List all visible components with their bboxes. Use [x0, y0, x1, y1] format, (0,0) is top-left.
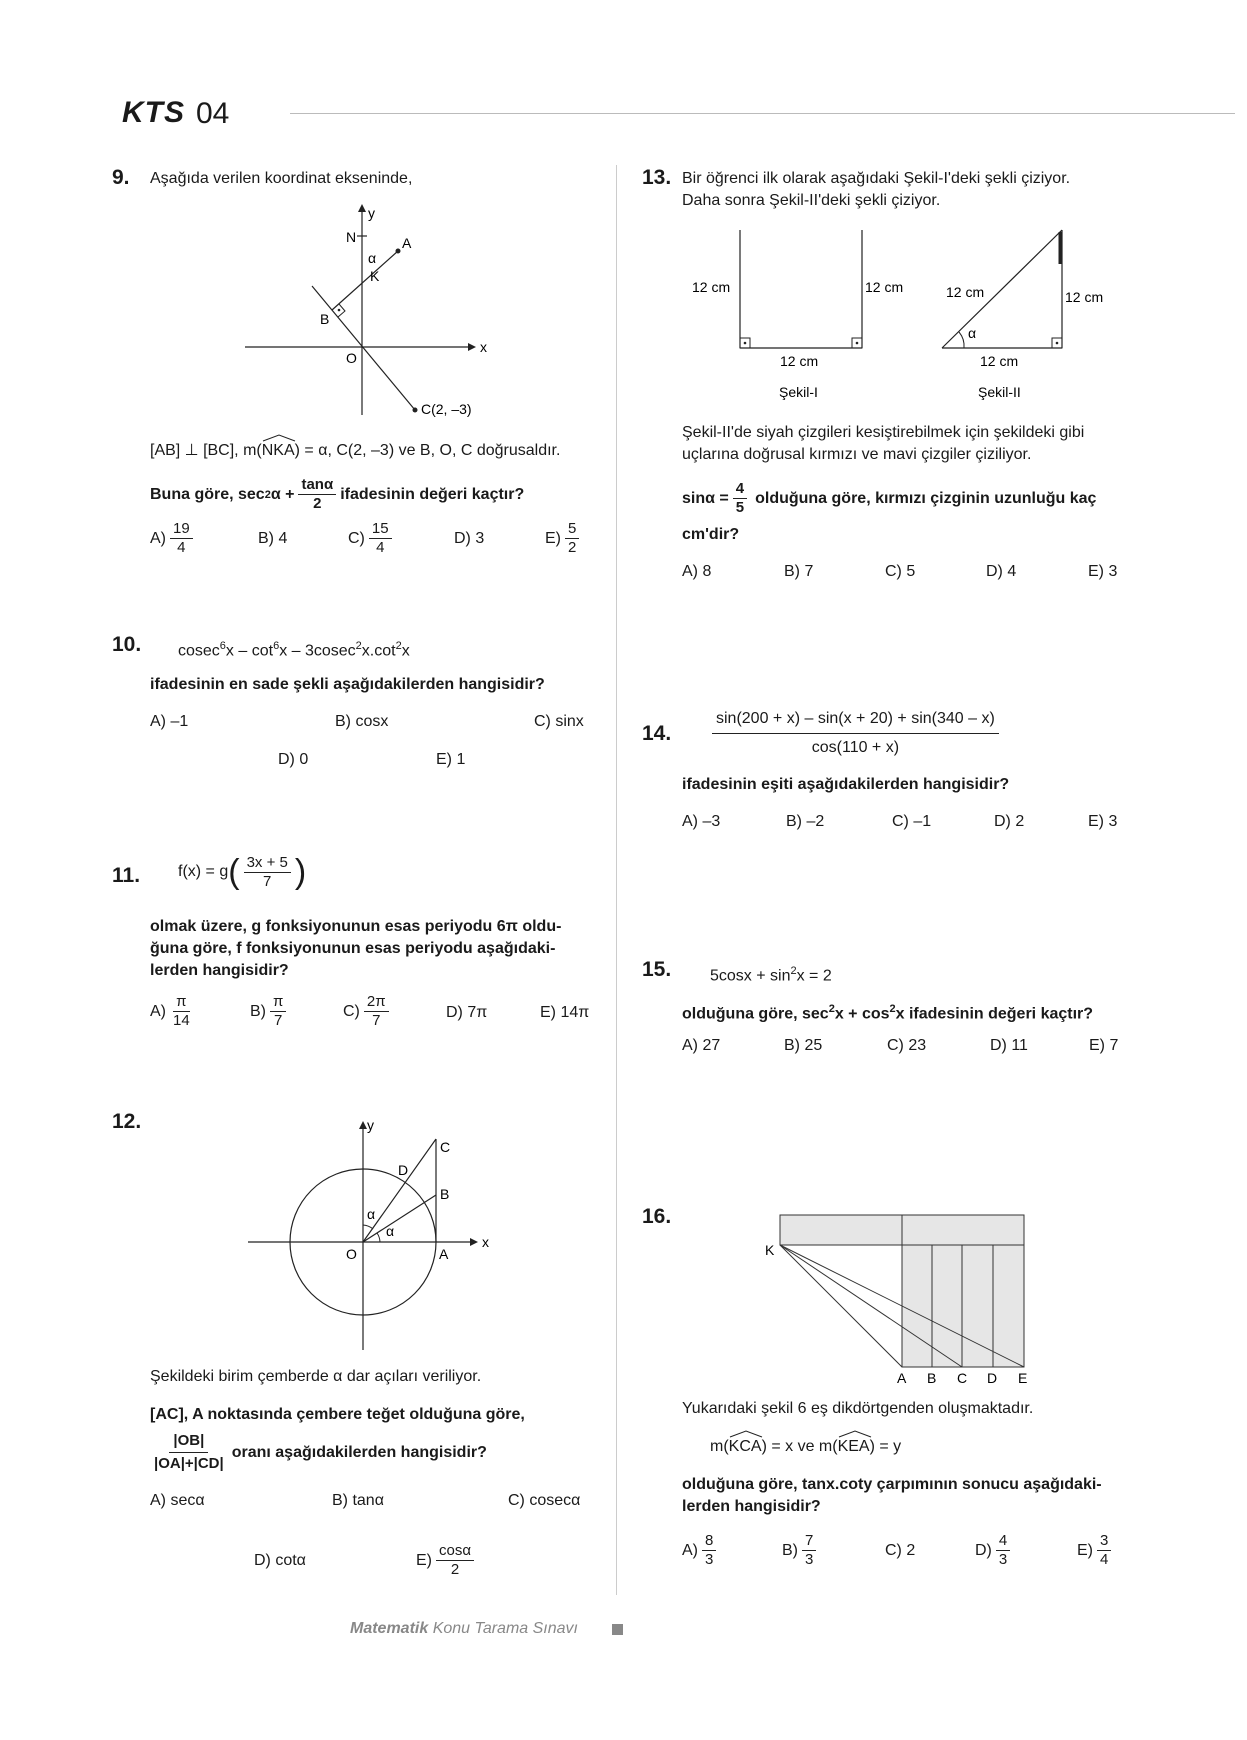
q12-o-label: O	[346, 1246, 357, 1262]
q9-given: [AB] ⊥ [BC], m(NKA ) = α, C(2, –3) ve B, O, C doğrusaldır.	[150, 440, 560, 462]
q12-option-e[interactable]: E) $\frac{\cos\alpha}{2}$	[416, 1542, 478, 1579]
header-rule	[290, 113, 1235, 114]
q14-option-a[interactable]: A) –3	[682, 813, 721, 830]
q11-line-1: olmak üzere, g fonksiyonunun esas periyodu 6π oldu-	[150, 918, 562, 935]
q16-b-label: B	[927, 1370, 937, 1385]
q14-question: ifadesinin eşiti aşağıdakilerden hangisidir?	[682, 776, 1010, 793]
q13-s2-caption: Şekil-II	[978, 384, 1021, 400]
q11-function: f(x) = g ( $\frac{3x + 5}{7}$ )	[178, 853, 307, 891]
q16-e-label: E	[1018, 1370, 1028, 1385]
q10-expression: $cosec^6x - \cot^6x - 3cosec^2x.\cot^2x$	[178, 640, 410, 660]
q13-option-e[interactable]: E) 3	[1088, 563, 1118, 580]
q9-n-label: N	[346, 229, 357, 245]
q16-a-label: A	[897, 1370, 907, 1385]
q12-y-label: y	[367, 1117, 374, 1133]
q13-s1-caption: Şekil-I	[779, 384, 818, 400]
q13-s2-right-label: 12 cm	[1065, 289, 1104, 305]
brand-logo: KTS	[122, 96, 185, 129]
q14-option-c[interactable]: C) –1	[892, 813, 932, 830]
q16-option-c[interactable]: C) 2	[885, 1542, 916, 1559]
q10-option-e[interactable]: E) 1	[436, 751, 466, 768]
q12-option-b[interactable]: B) tanα	[332, 1492, 384, 1509]
q10-number: 10.	[112, 633, 142, 656]
q15-equation: $5\cos x + \sin^2x = 2$	[710, 965, 832, 985]
q12-option-c[interactable]: C) cosecα	[508, 1492, 581, 1509]
q13-line-1: Bir öğrenci ilk olarak aşağıdaki Şekil-I'deki şekli çiziyor.	[682, 170, 1071, 187]
q9-option-b[interactable]: B) 4	[258, 530, 288, 547]
q12-text-2: [AC], A noktasında çembere teğet olduğuna göre,	[150, 1406, 525, 1423]
q13-number: 13.	[642, 166, 672, 189]
q13-option-c[interactable]: C) 5	[885, 563, 916, 580]
q16-option-a[interactable]: A) $\frac{8}{3}$	[682, 1532, 720, 1569]
q12-b-label: B	[440, 1186, 450, 1202]
q14-expression: sin(200 + x) – sin(x + 20) + sin(340 – x) cos(110 + x)	[712, 708, 999, 759]
q13-s1-bottom-label: 12 cm	[780, 353, 819, 369]
q11-option-b[interactable]: B) $\frac{\pi}{7}$	[250, 993, 290, 1030]
q9-question: Buna göre, sec 2 α + $\frac{\tan\alpha}{2}$ ifadesinin değeri kaçtır?	[150, 476, 525, 512]
q9-b-label: B	[320, 311, 330, 327]
q13-question-end: cm'dir?	[682, 526, 740, 543]
q13-figures	[680, 220, 1120, 410]
q9-option-c[interactable]: C) $\frac{15}{4}$	[348, 520, 396, 557]
q9-number: 9.	[112, 166, 130, 189]
q9-coordinate-figure	[240, 200, 500, 425]
q12-d-label: D	[398, 1162, 409, 1178]
q12-option-d[interactable]: D) cotα	[254, 1552, 306, 1569]
q13-s1-left-label: 12 cm	[692, 279, 731, 295]
footer-square-icon	[612, 1624, 623, 1635]
q16-rectangles-figure	[765, 1205, 1045, 1385]
q9-x-label: x	[480, 339, 487, 355]
q12-c-label: C	[440, 1139, 451, 1155]
q9-k-label: K	[370, 268, 380, 284]
q11-option-a[interactable]: A) $\frac{\pi}{14}$	[150, 993, 190, 1029]
q13-line-2: Daha sonra Şekil-II'deki şekli çiziyor.	[682, 192, 941, 209]
q9-intro: Aşağıda verilen koordinat ekseninde,	[150, 170, 413, 187]
q13-option-a[interactable]: A) 8	[682, 563, 712, 580]
q13-shape-1	[740, 230, 862, 348]
q9-c-label: C(2, –3)	[421, 401, 472, 417]
q16-angles: m(KCA ) = x ve m(KEA ) = y	[710, 1436, 901, 1458]
q16-option-d[interactable]: D) $\frac{4}{3}$	[975, 1532, 1014, 1569]
q9-alpha-label: α	[368, 250, 377, 266]
q9-a-label: A	[402, 235, 412, 251]
q14-option-b[interactable]: B) –2	[786, 813, 825, 830]
q15-question: olduğuna göre, $\sec^2x + \cos^2x$ ifadesinin değeri kaçtır?	[682, 1003, 1094, 1023]
q13-text-2: uçlarına doğrusal kırmızı ve mavi çizgiler çiziliyor.	[682, 446, 1032, 463]
q13-text-1: Şekil-II'de siyah çizgileri kesiştirebilmek için şekildeki gibi	[682, 424, 1085, 441]
q12-a-label: A	[439, 1246, 449, 1262]
q12-unit-circle-figure	[240, 1115, 510, 1355]
q12-alpha-2-label: α	[386, 1223, 395, 1239]
q16-question-1: olduğuna göre, tanx.coty çarpımının sonucu aşağıdaki-	[682, 1476, 1102, 1493]
q10-option-b[interactable]: B) cosx	[335, 713, 389, 730]
q15-option-b[interactable]: B) 25	[784, 1037, 823, 1054]
q12-ratio: $\frac{|OB|}{|OA|+|CD|}$ oranı aşağıdakilerden hangisidir?	[154, 1432, 487, 1472]
q10-option-a[interactable]: A) –1	[150, 713, 189, 730]
q13-s2-hyp-label: 12 cm	[946, 284, 985, 300]
q15-number: 15.	[642, 958, 672, 981]
q9-option-d[interactable]: D) 3	[454, 530, 485, 547]
q12-option-a[interactable]: A) secα	[150, 1492, 205, 1509]
q13-option-d[interactable]: D) 4	[986, 563, 1017, 580]
q16-option-b[interactable]: B) $\frac{7}{3}$	[782, 1532, 820, 1569]
q11-option-c[interactable]: C) $\frac{2\pi}{7}$	[343, 993, 393, 1030]
q12-x-label: x	[482, 1234, 489, 1250]
q12-number: 12.	[112, 1110, 142, 1133]
q10-option-d[interactable]: D) 0	[278, 751, 309, 768]
q15-option-a[interactable]: A) 27	[682, 1037, 721, 1054]
q11-option-d[interactable]: D) 7π	[446, 1004, 488, 1021]
q11-line-3: lerden hangisidir?	[150, 962, 289, 979]
q14-option-e[interactable]: E) 3	[1088, 813, 1118, 830]
q12-text-1: Şekildeki birim çemberde α dar açıları veriliyor.	[150, 1368, 482, 1385]
q16-d-label: D	[987, 1370, 998, 1385]
q13-option-b[interactable]: B) 7	[784, 563, 814, 580]
q15-option-c[interactable]: C) 23	[887, 1037, 927, 1054]
q9-option-a[interactable]: A) $\frac{19}{4}$	[150, 520, 197, 557]
q10-option-c[interactable]: C) sinx	[534, 713, 584, 730]
q15-option-d[interactable]: D) 11	[990, 1037, 1028, 1054]
q9-y-label: y	[368, 205, 375, 221]
q16-question-2: lerden hangisidir?	[682, 1498, 821, 1515]
q16-k-label: K	[765, 1242, 775, 1258]
q13-alpha-label: α	[968, 325, 977, 341]
q15-option-e[interactable]: E) 7	[1089, 1037, 1119, 1054]
q16-text-1: Yukarıdaki şekil 6 eş dikdörtgenden oluşmaktadır.	[682, 1400, 1034, 1417]
q10-question: ifadesinin en sade şekli aşağıdakilerden hangisidir?	[150, 676, 545, 693]
footer-title: Matematik Konu Tarama Sınavı	[350, 1620, 578, 1637]
test-number: 04	[196, 97, 230, 130]
column-divider	[616, 165, 617, 1595]
q13-s1-right-label: 12 cm	[865, 279, 904, 295]
q9-o-label: O	[346, 350, 357, 366]
q16-option-e[interactable]: E) $\frac{3}{4}$	[1077, 1532, 1115, 1569]
q16-c-label: C	[957, 1370, 968, 1385]
q13-s2-bottom-label: 12 cm	[980, 353, 1019, 369]
q14-option-d[interactable]: D) 2	[994, 813, 1025, 830]
q11-number: 11.	[112, 864, 141, 887]
q11-line-2: ğuna göre, f fonksiyonunun esas periyodu aşağıdaki-	[150, 940, 556, 957]
q16-number: 16.	[642, 1205, 672, 1228]
q9-option-e[interactable]: E) $\frac{5}{2}$	[545, 520, 583, 557]
q11-option-e[interactable]: E) 14π	[540, 1004, 590, 1021]
q14-number: 14.	[642, 722, 672, 745]
q13-question: sinα = $\frac{4}{5}$ olduğuna göre, kırmızı çizginin uzunluğu kaç	[682, 480, 1097, 516]
q12-alpha-1-label: α	[367, 1206, 376, 1222]
